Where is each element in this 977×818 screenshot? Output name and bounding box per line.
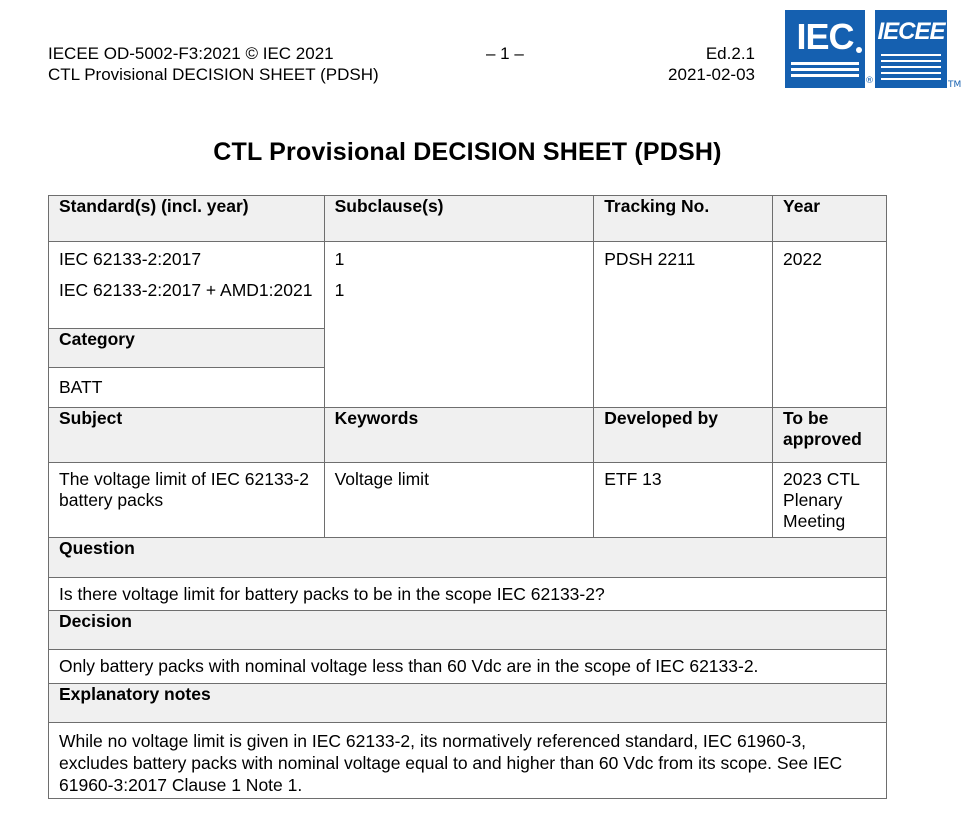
- edition: Ed.2.1: [705, 44, 755, 63]
- subclause-item: 1: [334, 249, 345, 269]
- iec-logo-text: IEC: [796, 16, 854, 57]
- year-header: Year: [773, 196, 887, 242]
- table-row: [49, 611, 887, 650]
- table-row: [49, 684, 887, 723]
- trademark-mark: TM: [948, 80, 962, 90]
- document-name: CTL Provisional DECISION SHEET (PDSH): [48, 65, 379, 84]
- subclause-item: 1: [334, 280, 345, 300]
- developed-by-header: Developed by: [594, 408, 773, 463]
- keywords-value: Voltage limit: [324, 463, 594, 538]
- document-reference: IECEE OD-5002-F3:2021 © IEC 2021: [48, 44, 334, 63]
- category-header: Category: [49, 329, 325, 368]
- iec-logo: [785, 10, 872, 90]
- question-header: Question: [49, 538, 887, 578]
- table-row: [49, 650, 887, 684]
- table-row: [49, 242, 887, 329]
- subclauses-cell: [324, 242, 594, 408]
- issue-date: 2021-02-03: [668, 65, 755, 84]
- standards-cell: [49, 242, 325, 329]
- category-value: BATT: [49, 368, 325, 408]
- developed-by-value: ETF 13: [594, 463, 773, 538]
- standard-item: IEC 62133-2:2017: [59, 249, 202, 269]
- page-number: – 1 –: [486, 44, 524, 63]
- iecee-logo-text: IECEE: [877, 18, 945, 45]
- standard-item: IEC 62133-2:2017 + AMD1:2021: [59, 280, 313, 300]
- table-header-row: [49, 196, 887, 242]
- decision-sheet-table: [48, 195, 887, 799]
- table-row: [49, 723, 887, 799]
- tracking-header: Tracking No.: [594, 196, 773, 242]
- decision-text: Only battery packs with nominal voltage less than 60 Vdc are in the scope of IEC 62133-2.: [49, 650, 887, 684]
- standards-header: Standard(s) (incl. year): [49, 196, 325, 242]
- to-be-approved-header: To be approved: [773, 408, 887, 463]
- registered-mark: ®: [865, 76, 874, 86]
- subject-header: Subject: [49, 408, 325, 463]
- table-row: [49, 538, 887, 578]
- decision-header: Decision: [49, 611, 887, 650]
- iecee-logo: [875, 10, 962, 90]
- page-title: CTL Provisional DECISION SHEET (PDSH): [213, 138, 722, 166]
- year-value: 2022: [773, 242, 887, 408]
- to-be-approved-value: 2023 CTL Plenary Meeting: [773, 463, 887, 538]
- subclauses-header: Subclause(s): [324, 196, 594, 242]
- question-text: Is there voltage limit for battery packs to be in the scope IEC 62133-2?: [49, 578, 887, 611]
- tracking-number: PDSH 2211: [594, 242, 773, 408]
- table-row: [49, 578, 887, 611]
- notes-header: Explanatory notes: [49, 684, 887, 723]
- table-row: [49, 463, 887, 538]
- notes-text: While no voltage limit is given in IEC 62133-2, its normatively referenced standard, IEC 61960-3, excludes battery packs with nominal voltage equal to and higher than 60 Vdc from its scope. See IEC 61960-3:2017 Clause 1 Note 1.: [49, 723, 887, 799]
- header-left: [48, 43, 379, 85]
- subject-value: The voltage limit of IEC 62133-2 battery packs: [49, 463, 325, 538]
- keywords-header: Keywords: [324, 408, 594, 463]
- table-header-row: [49, 408, 887, 463]
- header-right: [600, 43, 755, 85]
